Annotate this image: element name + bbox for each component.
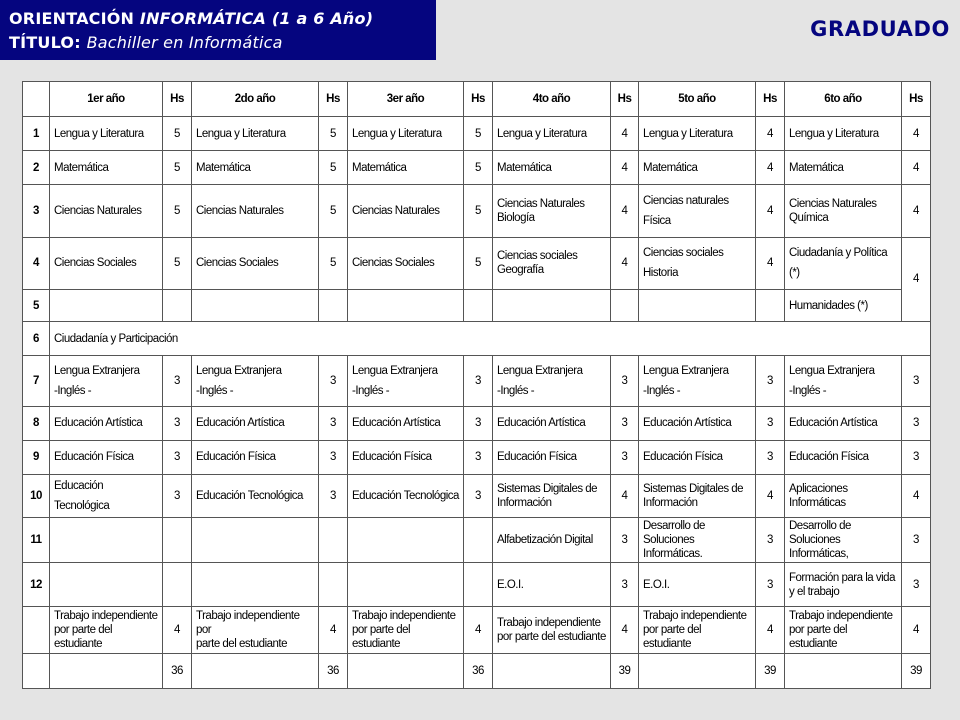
subject-cell [493, 356, 611, 406]
subject-cell [785, 474, 902, 517]
header-year3: 3er año [348, 82, 464, 117]
subject-line: Lengua Extranjera [789, 364, 875, 377]
subject-cell: Matemática [639, 151, 756, 185]
table-row [23, 151, 931, 185]
empty-cell [785, 653, 902, 688]
hours-cell: 3 [756, 356, 785, 406]
empty-cell [192, 518, 319, 563]
subject-cell: Educación Física [348, 440, 464, 474]
subject-cell: Lengua y Literatura [50, 117, 163, 151]
subject-line: Física [643, 215, 671, 228]
hours-cell: 3 [163, 440, 192, 474]
subject-line: -Inglés - [643, 384, 681, 397]
hours-cell: 5 [464, 185, 493, 237]
hours-cell: 4 [756, 185, 785, 237]
row-number: 12 [23, 563, 50, 607]
subject-cell [639, 474, 756, 517]
hours-cell: 3 [611, 406, 639, 440]
subject-cell: Educación Artística [785, 406, 902, 440]
subject-cell: Matemática [348, 151, 464, 185]
subject-cell: Educación Artística [348, 406, 464, 440]
title-line [9, 31, 436, 55]
hours-cell: 4 [756, 151, 785, 185]
subject-cell [785, 356, 902, 406]
subject-cell [348, 356, 464, 406]
empty-cell [50, 289, 163, 321]
total-hours-cell: 39 [756, 653, 785, 688]
hours-cell: 4 [163, 607, 192, 653]
hours-cell: 5 [163, 117, 192, 151]
subject-line: Lengua Extranjera [352, 364, 438, 377]
subject-cell: Lengua y Literatura [192, 117, 319, 151]
hours-cell: 3 [319, 474, 348, 517]
header-hs: Hs [611, 82, 639, 117]
subject-cell [785, 185, 902, 237]
row-number: 9 [23, 440, 50, 474]
hours-cell: 3 [902, 406, 931, 440]
hours-cell: 3 [163, 406, 192, 440]
subject-line: Sistemas Digitales de [643, 482, 744, 495]
row-number: 1 [23, 117, 50, 151]
table-row [23, 406, 931, 440]
header-num [23, 82, 50, 117]
hours-cell: 4 [756, 474, 785, 517]
hours-cell: 4 [756, 237, 785, 289]
subject-line: -Inglés - [789, 384, 827, 397]
subject-cell: Ciencias Sociales [50, 237, 163, 289]
empty-cell [192, 289, 319, 321]
empty-cell [319, 518, 348, 563]
subject-line: Trabajo independiente [643, 610, 747, 623]
subject-cell: Humanidades (*) [785, 289, 902, 321]
hours-cell: 3 [756, 406, 785, 440]
table-row-totals [23, 653, 931, 688]
subject-line: Sistemas Digitales de [497, 482, 598, 495]
subject-line: Aplicaciones [789, 482, 848, 495]
orientation-label: ORIENTACIÓN [9, 9, 135, 28]
subject-cell: Educación Tecnológica [50, 474, 163, 517]
empty-cell [50, 563, 163, 607]
subject-cell: Alfabetización Digital [493, 518, 611, 563]
subject-cell: Educación Física [50, 440, 163, 474]
header-year1: 1er año [50, 82, 163, 117]
table-row [23, 518, 931, 563]
hours-cell: 5 [163, 185, 192, 237]
subject-cell: Matemática [493, 151, 611, 185]
subject-cell: Ciencias Sociales [348, 237, 464, 289]
hours-cell: 4 [611, 185, 639, 237]
subject-cell [50, 356, 163, 406]
subject-cell: Educación Física [493, 440, 611, 474]
row-number: 2 [23, 151, 50, 185]
empty-cell [23, 653, 50, 688]
subject-line: Ciencias Naturales [789, 198, 877, 211]
empty-cell [163, 289, 192, 321]
hours-cell: 4 [611, 237, 639, 289]
empty-cell [50, 518, 163, 563]
subject-cell: Ciencias Naturales [348, 185, 464, 237]
empty-cell [639, 289, 756, 321]
subject-line: Soluciones Informáticas, [789, 534, 849, 561]
empty-cell [639, 653, 756, 688]
subject-line: Lengua Extranjera [497, 364, 583, 377]
table-row [23, 474, 931, 517]
row-number: 4 [23, 237, 50, 289]
title-label: TÍTULO: [9, 33, 81, 52]
subject-line: -Inglés - [54, 384, 92, 397]
hours-cell: 3 [902, 440, 931, 474]
header-hs: Hs [464, 82, 493, 117]
empty-cell [192, 563, 319, 607]
subject-line: Ciencias sociales [643, 247, 724, 260]
subject-line: -Inglés - [196, 384, 234, 397]
subject-line: Ciencias Naturales [497, 198, 585, 211]
subject-line: Información [497, 496, 552, 509]
subject-line: (*) [789, 267, 800, 280]
subject-cell: Matemática [50, 151, 163, 185]
hours-cell: 3 [464, 356, 493, 406]
total-hours-cell: 36 [319, 653, 348, 688]
subject-line: Trabajo independiente [789, 610, 893, 623]
hours-cell: 4 [611, 607, 639, 653]
header-hs: Hs [756, 82, 785, 117]
table-row [23, 289, 931, 321]
table-row [23, 563, 931, 607]
table-row-independent-work [23, 607, 931, 653]
subject-cell: Educación Física [639, 440, 756, 474]
subject-cell: Educación Artística [639, 406, 756, 440]
subject-cell [493, 607, 611, 653]
hours-cell: 3 [756, 563, 785, 607]
subject-cell-spanning: Ciudadanía y Participación [50, 322, 931, 356]
empty-cell [756, 289, 785, 321]
hours-cell: 3 [464, 406, 493, 440]
subject-line: Ciencias naturales [643, 195, 729, 208]
empty-cell [163, 563, 192, 607]
hours-cell: 5 [319, 185, 348, 237]
hours-cell: 5 [319, 117, 348, 151]
subject-cell: E.O.I. [493, 563, 611, 607]
subject-line: Ciudadanía y Política [789, 247, 888, 260]
subject-line: y el trabajo [789, 585, 840, 598]
empty-cell [163, 518, 192, 563]
empty-cell [611, 289, 639, 321]
subject-cell: Educación Artística [50, 406, 163, 440]
total-hours-cell: 39 [902, 653, 931, 688]
hours-cell: 4 [611, 474, 639, 517]
table-row [23, 356, 931, 406]
hours-cell: 5 [319, 151, 348, 185]
subject-cell: Matemática [785, 151, 902, 185]
subject-line: Trabajo independiente [54, 610, 158, 623]
subject-cell [639, 237, 756, 289]
subject-cell [493, 474, 611, 517]
hours-cell: 3 [611, 563, 639, 607]
hours-cell: 4 [611, 151, 639, 185]
subject-line: por parte del estudiante [352, 624, 411, 651]
subject-cell: Lengua y Literatura [493, 117, 611, 151]
subject-cell [639, 518, 756, 563]
hours-cell: 4 [464, 607, 493, 653]
hours-cell: 4 [902, 151, 931, 185]
subject-line: por parte del estudiante [497, 631, 606, 644]
hours-cell: 3 [611, 518, 639, 563]
hours-cell: 3 [163, 356, 192, 406]
subject-line: Historia [643, 267, 678, 280]
hours-cell: 3 [611, 356, 639, 406]
hours-cell: 4 [902, 474, 931, 517]
header-year2: 2do año [192, 82, 319, 117]
hours-cell: 4 [902, 117, 931, 151]
empty-cell [348, 518, 464, 563]
empty-cell [464, 563, 493, 607]
total-hours-cell: 36 [163, 653, 192, 688]
subject-line: por parte del estudiante [643, 624, 702, 651]
header-banner [0, 0, 436, 60]
subject-line: Lengua Extranjera [196, 364, 282, 377]
subject-line: -Inglés - [497, 384, 535, 397]
hours-cell: 5 [464, 117, 493, 151]
subject-cell: Lengua y Literatura [639, 117, 756, 151]
empty-cell [23, 607, 50, 653]
hours-cell: 3 [902, 356, 931, 406]
graduado-badge: GRADUADO [810, 17, 950, 41]
subject-cell: Educación Artística [192, 406, 319, 440]
subject-line: por parte del estudiante [54, 624, 113, 651]
table-row [23, 117, 931, 151]
total-hours-cell: 39 [611, 653, 639, 688]
subject-cell: Ciencias Sociales [192, 237, 319, 289]
subject-cell [348, 607, 464, 653]
hours-cell: 3 [464, 474, 493, 517]
curriculum-table [22, 81, 931, 689]
empty-cell [192, 653, 319, 688]
row-number: 3 [23, 185, 50, 237]
hours-cell: 3 [611, 440, 639, 474]
hours-cell: 3 [319, 356, 348, 406]
table-row [23, 440, 931, 474]
empty-cell [493, 289, 611, 321]
subject-cell [785, 237, 902, 289]
row-number: 11 [23, 518, 50, 563]
subject-line: Desarrollo de [643, 520, 705, 533]
row-number: 8 [23, 406, 50, 440]
subject-cell [493, 237, 611, 289]
subject-cell: Matemática [192, 151, 319, 185]
row-number: 7 [23, 356, 50, 406]
hours-cell: 3 [756, 518, 785, 563]
hours-cell: 3 [319, 406, 348, 440]
subject-line: por parte del estudiante [789, 624, 848, 651]
subject-line: Química [789, 212, 829, 225]
subject-cell: Educación Física [192, 440, 319, 474]
subject-line: Biología [497, 212, 535, 225]
table-header-row [23, 82, 931, 117]
empty-cell [348, 653, 464, 688]
header-year4: 4to año [493, 82, 611, 117]
total-hours-cell: 36 [464, 653, 493, 688]
row-number: 6 [23, 322, 50, 356]
subject-cell: Educación Física [785, 440, 902, 474]
table-row [23, 185, 931, 237]
subject-line: Geografía [497, 264, 544, 277]
subject-cell [639, 185, 756, 237]
subject-line: -Inglés - [352, 384, 390, 397]
hours-cell: 5 [163, 151, 192, 185]
subject-line: Formación para la vida [789, 571, 895, 584]
empty-cell [348, 289, 464, 321]
subject-cell [639, 356, 756, 406]
subject-line: Trabajo independiente por [196, 610, 300, 637]
hours-cell: 5 [464, 237, 493, 289]
subject-cell [785, 563, 902, 607]
subject-line: Trabajo independiente [352, 610, 456, 623]
hours-cell: 3 [319, 440, 348, 474]
subject-cell: Educación Tecnológica [348, 474, 464, 517]
empty-cell [348, 563, 464, 607]
row-number: 5 [23, 289, 50, 321]
header-year6: 6to año [785, 82, 902, 117]
subject-cell: Lengua y Literatura [785, 117, 902, 151]
hours-cell: 4 [902, 237, 931, 321]
subject-cell [50, 607, 163, 653]
row-number: 10 [23, 474, 50, 517]
subject-line: Información [643, 496, 698, 509]
table-row [23, 237, 931, 289]
hours-cell: 5 [464, 151, 493, 185]
hours-cell: 3 [756, 440, 785, 474]
hours-cell: 3 [464, 440, 493, 474]
subject-cell: Ciencias Naturales [50, 185, 163, 237]
header-hs: Hs [902, 82, 931, 117]
hours-cell: 4 [319, 607, 348, 653]
orientation-line [9, 7, 436, 31]
subject-line: Trabajo independiente [497, 617, 601, 630]
subject-line: Informáticas [789, 496, 846, 509]
empty-cell [493, 653, 611, 688]
subject-line: Soluciones Informáticas. [643, 534, 703, 561]
subject-line: Lengua Extranjera [54, 364, 140, 377]
header-hs: Hs [163, 82, 192, 117]
hours-cell: 4 [756, 117, 785, 151]
header-year5: 5to año [639, 82, 756, 117]
hours-cell: 3 [902, 563, 931, 607]
hours-cell: 4 [611, 117, 639, 151]
subject-cell [785, 518, 902, 563]
hours-cell: 5 [163, 237, 192, 289]
hours-cell: 3 [902, 518, 931, 563]
subject-cell [192, 356, 319, 406]
subject-cell: Ciencias Naturales [192, 185, 319, 237]
subject-cell: Educación Artística [493, 406, 611, 440]
empty-cell [319, 289, 348, 321]
subject-cell: Lengua y Literatura [348, 117, 464, 151]
header-hs: Hs [319, 82, 348, 117]
hours-cell: 4 [902, 185, 931, 237]
subject-line: Desarrollo de [789, 520, 851, 533]
subject-cell [192, 607, 319, 653]
empty-cell [50, 653, 163, 688]
hours-cell: 5 [319, 237, 348, 289]
hours-cell: 4 [902, 607, 931, 653]
table-row [23, 322, 931, 356]
empty-cell [464, 518, 493, 563]
subject-cell [785, 607, 902, 653]
hours-cell: 3 [163, 474, 192, 517]
orientation-value: INFORMÁTICA (1 a 6 Año) [139, 9, 374, 28]
subject-cell [639, 607, 756, 653]
subject-line: Lengua Extranjera [643, 364, 729, 377]
subject-cell: E.O.I. [639, 563, 756, 607]
empty-cell [319, 563, 348, 607]
hours-cell: 4 [756, 607, 785, 653]
empty-cell [464, 289, 493, 321]
title-value: Bachiller en Informática [86, 33, 283, 52]
subject-cell: Educación Tecnológica [192, 474, 319, 517]
subject-cell [493, 185, 611, 237]
subject-line: parte del estudiante [196, 638, 288, 651]
subject-line: Ciencias sociales [497, 250, 578, 263]
